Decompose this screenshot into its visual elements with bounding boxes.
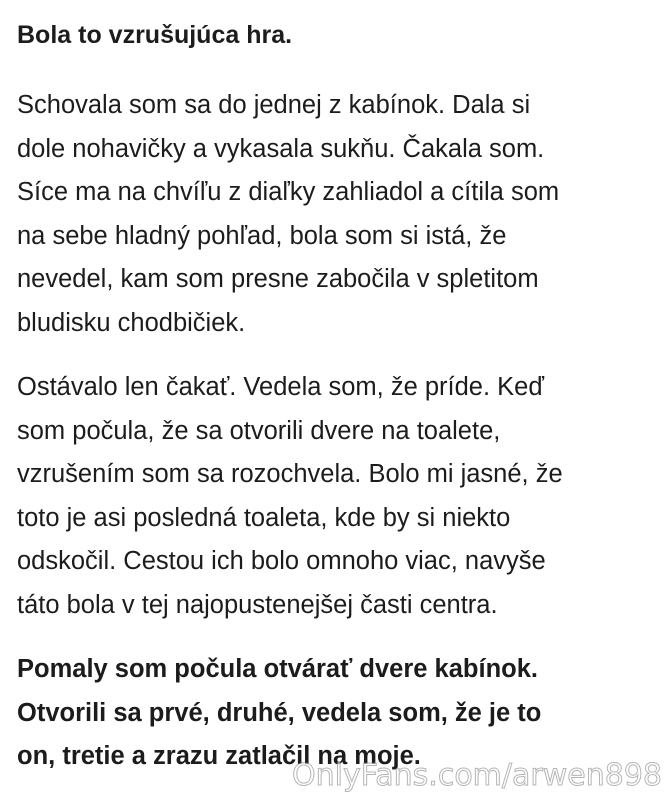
paragraph-2 (17, 366, 657, 627)
watermark: OnlyFans.com/arwen898 (292, 758, 662, 793)
paragraph-line: bludisku chodbičiek. (17, 308, 246, 337)
paragraph-line: on, tretie a zrazu zatlačil na moje. (17, 742, 421, 770)
paragraph-line: na sebe hladný pohľad, bola som si istá, že (17, 221, 507, 250)
paragraph-line: Pomaly som počula otvárať dvere kabínok. (17, 655, 538, 683)
paragraph-line: táto bola v tej najopustenejšej časti centra. (17, 590, 498, 619)
paragraph-line: Schovala som sa do jednej z kabínok. Dala si (17, 91, 531, 119)
paragraph-line: toto je asi posledná toaleta, kde by si niekto (17, 503, 511, 532)
paragraph-line: vzrušením som sa rozochvela. Bolo mi jasné, že (17, 460, 563, 488)
paragraph-line: odskočil. Cestou ich bolo omnoho viac, navyše (17, 547, 546, 575)
paragraph-line: Otvorili sa prvé, druhé, vedela som, že je to (17, 698, 542, 727)
article (17, 14, 657, 779)
paragraph-line: Ostávalo len čakať. Vedela som, že príde. Keď (17, 373, 545, 401)
paragraph-line: nevedel, kam som presne zabočila v spletitom (17, 265, 539, 293)
paragraph-line: Síce ma na chvíľu z diaľky zahliadol a cítila som (17, 178, 560, 206)
paragraph-line: dole nohavičky a vykasala sukňu. Čakala som. (17, 134, 545, 163)
paragraph-1 (17, 84, 657, 345)
paragraph-line: som počula, že sa otvorili dvere na toalete, (17, 416, 501, 445)
article-heading: Bola to vzrušujúca hra. (17, 21, 293, 49)
